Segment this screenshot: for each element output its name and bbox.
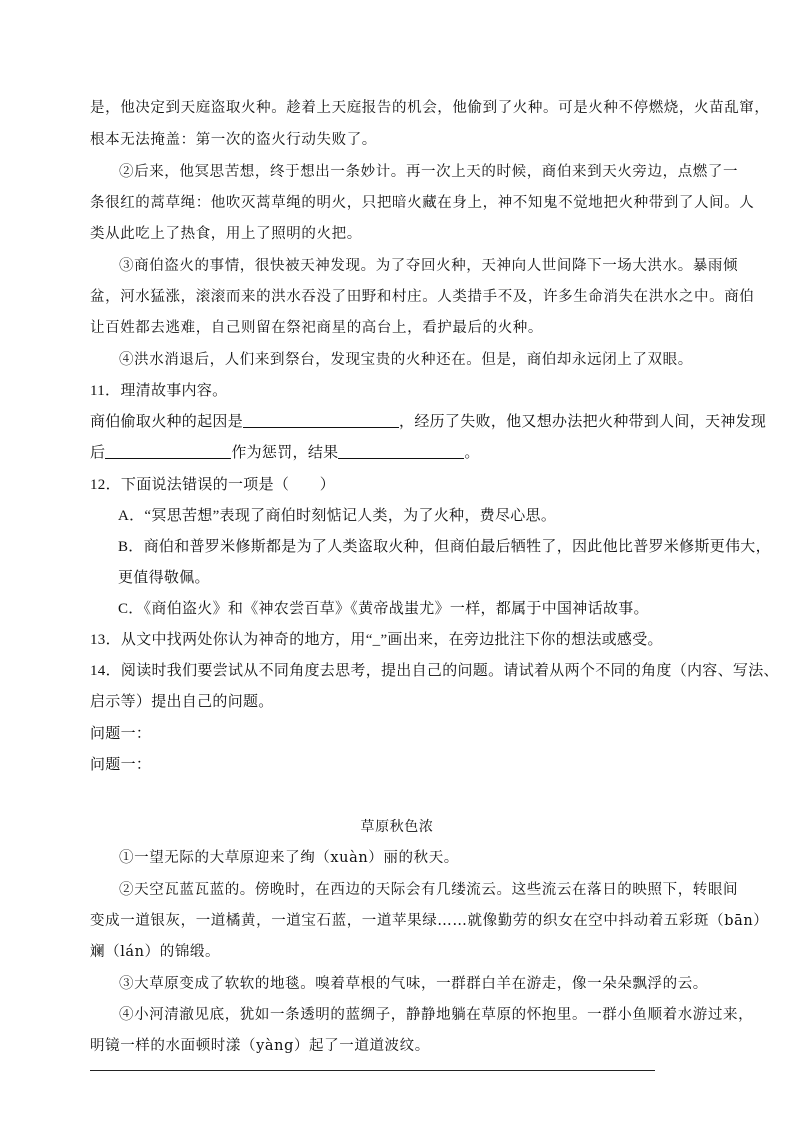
passage-paragraph-2-line-2: 变成一道银灰，一道橘黄，一道宝石蓝，一道苹果绿……就像勤劳的织女在空中抖动着五彩斑（bān） [90, 913, 769, 929]
bottom-rule-divider [90, 1070, 655, 1071]
story-paragraph-3-line-2: 盆，河水猛涨，滚滚而来的洪水吞没了田野和村庄。人类措手不及，许多生命消失在洪水之中。商伯 [90, 289, 755, 305]
passage-paragraph-2-line-3: 斓（lán）的锦缎。 [90, 944, 221, 960]
passage-paragraph-3: ③大草原变成了软软的地毯。嗅着草根的气味，一群群白羊在游走，像一朵朵飘浮的云。 [119, 976, 708, 992]
passage-paragraph-4-line-2: 明镜一样的水面顿时漾（yàng）起了一道道波纹。 [90, 1038, 430, 1054]
question-11-text-c: 后 [90, 445, 106, 461]
question-11-text-d: 作为惩罚，结果 [231, 445, 339, 461]
passage-paragraph-1: ①一望无际的大草原迎来了绚（xuàn）丽的秋天。 [119, 850, 459, 866]
question-11-text-b: ，经历了失败，他又想办法把火种带到人间，天神发现 [399, 414, 767, 430]
question-11-line-1 [90, 412, 767, 432]
question-12-option-c: C．《商伯盗火》和《神农尝百草》《黄帝战蚩尤》一样，都属于中国神话故事。 [118, 601, 649, 617]
answer-blank-cause[interactable] [243, 413, 399, 428]
question-11-line-2 [90, 443, 710, 463]
question-12-option-b-line-1: B．商伯和普罗米修斯都是为了人类盗取火种，但商伯最后牺牲了，因此他比普罗米修斯更伟大， [118, 539, 771, 555]
answer-blank-punishment[interactable] [105, 444, 231, 459]
question-12-option-b-line-2: 更值得敬佩。 [118, 570, 210, 586]
question-11-stem: 11．理清故事内容。 [90, 383, 228, 399]
question-12-option-a: A．“冥思苦想”表现了商伯时刻惦记人类，为了火种，费尽心思。 [118, 508, 557, 524]
question-11-text-e: 。 [464, 445, 480, 461]
story-paragraph-2-line-3: 类从此吃上了热食，用上了照明的火把。 [90, 226, 362, 242]
story-paragraph-4: ④洪水消退后，人们来到祭台，发现宝贵的火种还在。但是，商伯却永远闭上了双眼。 [119, 352, 693, 368]
passage-paragraph-2-line-1: ②天空瓦蓝瓦蓝的。傍晚时，在西边的天际会有几缕流云。这些流云在落日的映照下，转眼间 [119, 882, 739, 898]
answer-blank-result[interactable] [338, 444, 464, 459]
passage-paragraph-4-line-1: ④小河清澈见底，犹如一条透明的蓝绸子，静静地躺在草原的怀抱里。一群小鱼顺着水游过来， [119, 1007, 754, 1023]
question-14-line-1: 14．阅读时我们要尝试从不同角度去思考，提出自己的问题。请试着从两个不同的角度（内容、写法、 [90, 663, 779, 679]
story-paragraph-2-line-1: ②后来，他冥思苦想，终于想出一条妙计。再一次上天的时候，商伯来到天火旁边，点燃了一 [119, 164, 739, 180]
story-paragraph-3-line-1: ③商伯盗火的事情，很快被天神发现。为了夺回火种，天神向人世间降下一场大洪水。暴雨倾 [119, 258, 739, 274]
question-11-text-a: 商伯偷取火种的起因是 [90, 414, 244, 430]
question-14-line-2: 启示等）提出自己的问题。 [90, 694, 274, 710]
question-12-stem: 12．下面说法错误的一项是（ ） [90, 477, 336, 493]
story-paragraph-1-line-1: 是，他决定到天庭盗取火种。趁着上天庭报告的机会，他偷到了火种。可是火种不停燃烧，火苗乱窜， [90, 100, 770, 116]
story-paragraph-1-line-2: 根本无法掩盖：第一次的盗火行动失败了。 [90, 132, 377, 148]
story-paragraph-3-line-3: 让百姓都去逃难，自己则留在祭祀商星的高台上，看护最后的火种。 [90, 320, 543, 336]
question-14-answer-label-1: 问题一： [90, 726, 152, 742]
story-paragraph-2-line-2: 条很红的蒿草绳：他吹灭蒿草绳的明火，只把暗火藏在身上，神不知鬼不觉地把火种带到了人间。人 [90, 195, 755, 211]
question-14-answer-label-2: 问题一： [90, 757, 152, 773]
question-13-stem: 13．从文中找两处你认为神奇的地方，用“_”画出来，在旁边批注下你的想法或感受。 [90, 632, 663, 648]
passage-title: 草原秋色浓 [360, 819, 434, 835]
